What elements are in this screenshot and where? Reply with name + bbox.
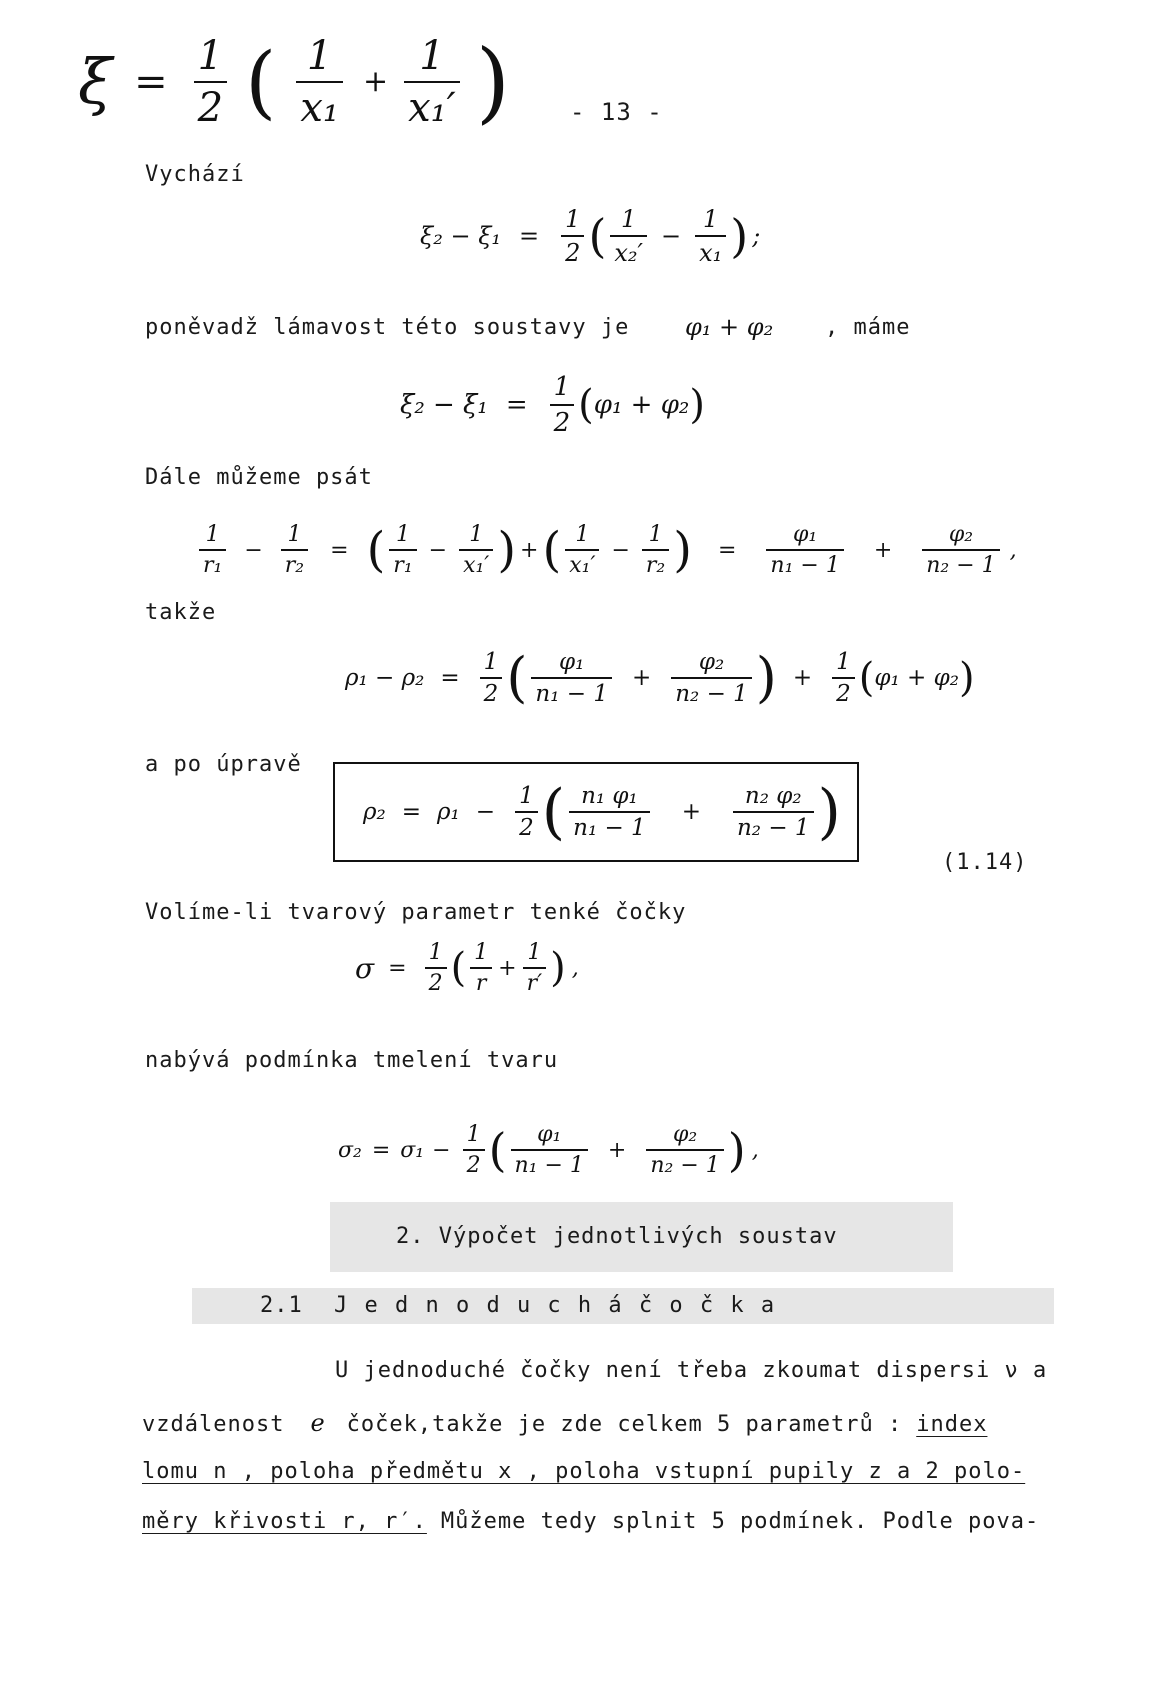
fraction-1-x1-prime: $\frac{1}{\text{x₁′}}$ <box>404 33 460 131</box>
paragraph-line-2: vzdálenost e čoček,takže je zde celkem 5 parametrů : index <box>142 1409 988 1437</box>
text-nabyva: nabývá podmínka tmelení tvaru <box>145 1048 559 1073</box>
phi-sum: φ₁ + φ₂ <box>685 313 774 341</box>
text-a-po-uprave: a po úpravě <box>145 752 302 777</box>
section-2-1-banner <box>192 1288 1054 1324</box>
section-2-1-title: J e d n o d u c h á č o č k a <box>334 1293 777 1318</box>
equation-final: σ₂ = σ₁ − $\frac{1}{2}$ ( $\frac{\text{φ₁}}{\text{n₁ − 1}}$ + $\frac{\text{φ₂}}{\text{n₂ − 1}}$ ) , <box>338 1122 759 1178</box>
paragraph-line-1: U jednoduché čočky není třeba zkoumat dispersi ν a <box>335 1358 1048 1383</box>
coef-fraction: $\frac{1}{2}$ <box>194 33 227 131</box>
paragraph-line-3: lomu n , poloha předmětu x , poloha vstupní pupily z a 2 polo- <box>142 1459 1026 1484</box>
text-mame: , máme <box>825 315 911 340</box>
symbol-e: e <box>310 1409 325 1437</box>
text-volime: Volíme-li tvarový parametr tenké čočky <box>145 900 687 925</box>
text-vychazi: Vychází <box>145 162 245 187</box>
right-paren: ) <box>475 30 511 133</box>
equation-sigma: σ = $\frac{1}{2}$ ( $\frac{1}{r}$ + $\frac{1}{r'}$ ) , <box>355 940 579 996</box>
paragraph-line-4: měry křivosti r, r′. Můžeme tedy splnit 5 podmínek. Podle pova- <box>142 1509 1040 1534</box>
section-2-banner <box>330 1202 953 1272</box>
fraction-1-x1: $\frac{1}{\text{x₁}}$ <box>296 33 343 131</box>
xi-symbol: ξ <box>78 45 113 118</box>
equation-xi-difference: ξ₂ − ξ₁ = $\frac{1}{2}$ ( $\frac{1}{\text{x₂′}}$ − $\frac{1}{\text{x₁}}$ ) ; <box>420 205 761 267</box>
page-number: - 13 - <box>570 98 663 126</box>
equation-long: $\frac{1}{\text{r₁}}$ − $\frac{1}{\text{r₂}}$ = ( $\frac{1}{\text{r₁}}$ − $\frac{1}{\text{x₁′}}$ ) + ( $\frac{1}{\text{x₁′}}$ − $\frac{1}{\text{r₂}}$ ) = $\frac{\text{φ₁}}{\text{n₁ − 1}}$ + $\frac{\text{φ₂}}{\text{n₂ − 1}}$ , <box>195 522 1017 578</box>
boxed-equation: ρ₂ = ρ₁ − $\frac{1}{2}$ ( $\frac{\text{n₁ φ₁}}{\text{n₁ − 1}}$ + $\frac{\text{n₂ φ₂}}{\text{n₂ − 1}}$ ) <box>333 762 859 862</box>
plus-sign: + <box>362 64 389 99</box>
underlined-index: index <box>916 1412 988 1437</box>
section-2-title: 2. Výpočet jednotlivých soustav <box>396 1224 838 1249</box>
equation-xi-phi: ξ₂ − ξ₁ = $\frac{1}{2}$ ( φ₁ + φ₂ ) <box>400 372 705 438</box>
left-paren: ( <box>245 35 277 128</box>
equation-rho: ρ₁ − ρ₂ = $\frac{1}{2}$ ( $\frac{\text{φ₁}}{\text{n₁ − 1}}$ + $\frac{\text{φ₂}}{\text{n₂ − 1}}$ ) + $\frac{1}{2}$ ( φ₁ + φ₂ ) <box>345 646 975 709</box>
text-ponevadz: poněvadž lámavost této soustavy je <box>145 315 630 340</box>
text-dale: Dále můžeme psát <box>145 465 373 490</box>
top-formula <box>78 30 510 133</box>
equation-label: (1.14) <box>942 850 1028 875</box>
equals-sign: = <box>134 58 168 105</box>
section-2-1-number: 2.1 <box>260 1293 303 1318</box>
text-takze: takže <box>145 600 217 625</box>
